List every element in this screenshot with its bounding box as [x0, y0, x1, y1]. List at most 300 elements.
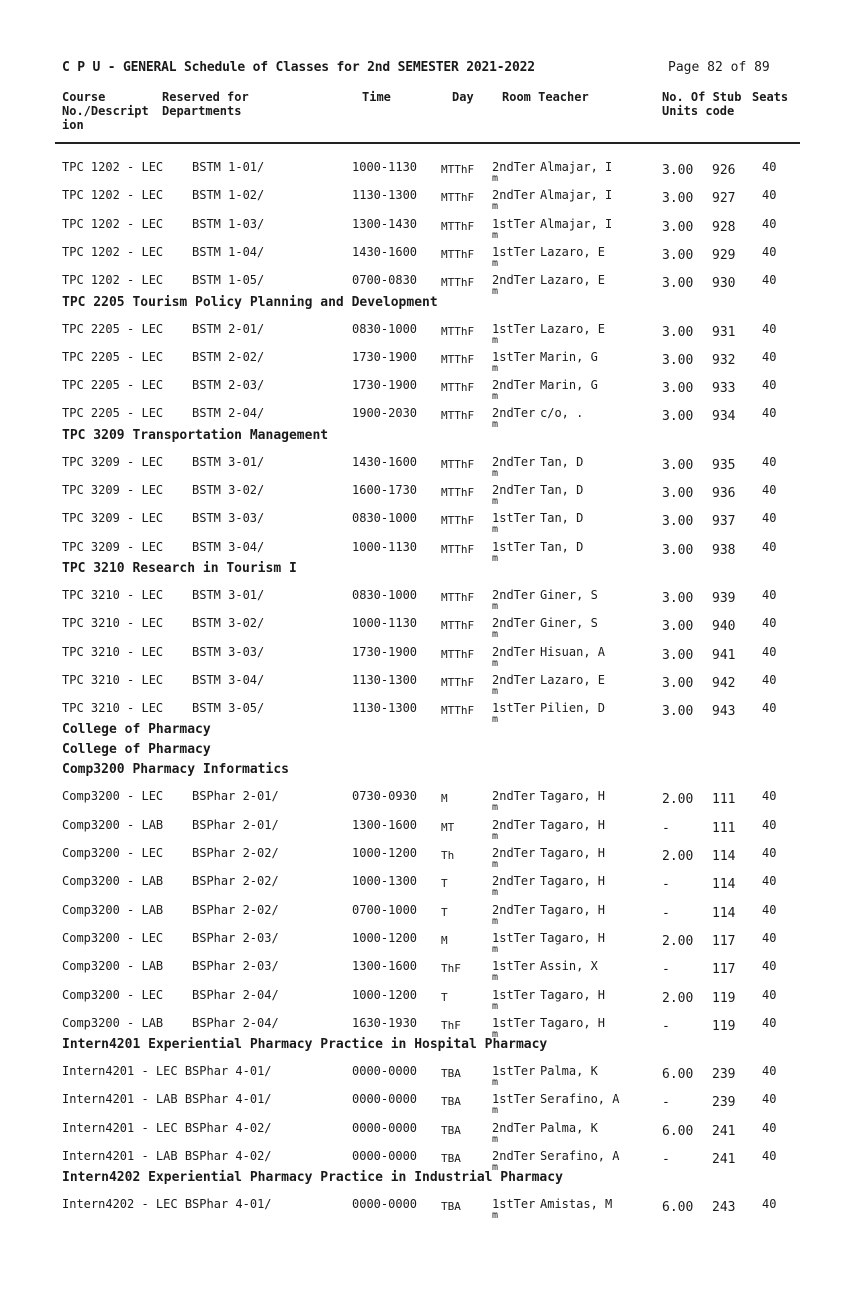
stub-code: 931: [712, 324, 736, 340]
reserved-for: BSPhar 2-02/: [192, 846, 279, 860]
seats: 40: [762, 902, 777, 917]
reserved-for: BSTM 1-03/: [192, 216, 265, 231]
seats: 40: [762, 483, 777, 497]
room: 1stTer: [492, 1064, 536, 1079]
seats: 40: [762, 188, 777, 203]
table-row: [0, 588, 850, 616]
day: TBA: [441, 1152, 461, 1165]
room: 2ndTer: [492, 378, 536, 393]
units: 3.00: [662, 247, 694, 263]
room-suffix: m: [492, 1077, 499, 1089]
seats: 40: [762, 987, 777, 1002]
time: 1130-1300: [352, 701, 418, 716]
stub-code: 117: [712, 962, 736, 978]
teacher: Tagaro, H: [540, 1015, 606, 1030]
seats: 40: [762, 644, 777, 659]
teacher: Tan, D: [540, 483, 584, 497]
teacher: Almajar, I: [540, 188, 613, 203]
teacher: Marin, G: [540, 378, 598, 393]
table-row: [0, 959, 850, 987]
seats: 40: [762, 817, 777, 832]
course-and-reserved: Intern4201 - LEC BSPhar 4-02/: [62, 1120, 272, 1135]
room: 2ndTer: [492, 817, 536, 832]
day: M: [441, 792, 448, 806]
room: 1stTer: [492, 1197, 536, 1212]
course-code: Comp3200 - LAB: [62, 874, 164, 889]
room: 1stTer: [492, 511, 536, 526]
stub-code: 941: [712, 647, 736, 663]
time: 0830-1000: [352, 511, 418, 526]
units: -: [662, 962, 670, 978]
time: 0830-1000: [352, 321, 418, 336]
reserved-for: BSPhar 2-01/: [192, 817, 279, 832]
stub-code: 927: [712, 191, 736, 207]
day: MTThF: [441, 381, 475, 395]
day: MTThF: [441, 352, 475, 366]
reserved-for: BSPhar 2-01/: [192, 789, 279, 804]
room: 2ndTer: [492, 644, 536, 659]
course-code: TPC 3210 - LEC: [62, 616, 164, 631]
course-code: TPC 1202 - LEC: [62, 188, 164, 203]
time: 1000-1200: [352, 846, 418, 860]
reserved-for: BSPhar 2-04/: [192, 987, 279, 1002]
room-suffix: m: [492, 467, 499, 479]
room-suffix: m: [492, 229, 499, 241]
day: ThF: [441, 1018, 461, 1032]
course-code: TPC 2205 - LEC: [62, 406, 164, 421]
stub-code: 933: [712, 381, 736, 397]
day: MTThF: [441, 619, 475, 633]
seats: 40: [762, 616, 777, 631]
seats: 40: [762, 244, 777, 259]
units: -: [662, 820, 670, 836]
course-code: TPC 2205 - LEC: [62, 349, 164, 364]
units: 3.00: [662, 352, 694, 368]
room-suffix: m: [492, 685, 499, 697]
stub-code: 241: [712, 1152, 736, 1167]
table-row: [0, 1197, 850, 1225]
room-suffix: m: [492, 972, 499, 984]
day: MTThF: [441, 542, 475, 556]
teacher: Tan, D: [540, 539, 584, 554]
room-suffix: m: [492, 524, 499, 536]
table-row: [0, 903, 850, 931]
room: 2ndTer: [492, 789, 536, 804]
time: 1730-1900: [352, 644, 418, 659]
course-code: Comp3200 - LEC: [62, 930, 164, 945]
reserved-for: BSTM 3-01/: [192, 587, 265, 602]
time: 1000-1200: [352, 987, 418, 1002]
table-row: [0, 931, 850, 959]
teacher: Amistas, M: [540, 1197, 613, 1212]
stub-code: 926: [712, 163, 736, 178]
room: 2ndTer: [492, 160, 536, 174]
room: 1stTer: [492, 349, 536, 364]
seats: 40: [762, 1120, 777, 1135]
teacher: Almajar, I: [540, 160, 613, 174]
time: 1900-2030: [352, 406, 418, 421]
teacher: Tagaro, H: [540, 817, 606, 832]
time: 0730-0930: [352, 789, 418, 804]
time: 0000-0000: [352, 1064, 418, 1079]
time: 1130-1300: [352, 188, 418, 203]
time: 0830-1000: [352, 587, 418, 602]
course-code: TPC 3210 - LEC: [62, 644, 164, 659]
stub-code: 939: [712, 590, 736, 606]
room: 2ndTer: [492, 902, 536, 917]
time: 1000-1130: [352, 539, 418, 554]
day: MTThF: [441, 675, 475, 689]
teacher: Assin, X: [540, 959, 598, 974]
time: 1600-1730: [352, 483, 418, 497]
reserved-for: BSTM 1-04/: [192, 244, 265, 259]
table-row: [0, 160, 850, 188]
seats: 40: [762, 930, 777, 945]
table-row: [0, 1121, 850, 1149]
reserved-for: BSPhar 2-02/: [192, 874, 279, 889]
course-code: TPC 1202 - LEC: [62, 160, 164, 174]
page-number: Page 82 of 89: [668, 60, 770, 75]
room-suffix: m: [492, 1028, 499, 1040]
teacher: Palma, K: [540, 1120, 598, 1135]
col-header-seats: Seats: [752, 90, 789, 104]
room-suffix: m: [492, 362, 499, 374]
day: MTThF: [441, 247, 475, 261]
room: 2ndTer: [492, 188, 536, 203]
room: 1stTer: [492, 539, 536, 554]
room: 2ndTer: [492, 273, 536, 288]
teacher: Tan, D: [540, 454, 584, 469]
units: 2.00: [662, 990, 694, 1006]
units: -: [662, 877, 670, 893]
day: M: [441, 933, 448, 947]
day: MTThF: [441, 514, 475, 528]
stub-code: 119: [712, 990, 736, 1006]
time: 0700-1000: [352, 902, 418, 917]
stub-code: 936: [712, 486, 736, 501]
teacher: Marin, G: [540, 349, 598, 364]
time: 0700-0830: [352, 273, 418, 288]
stub-code: 114: [712, 849, 736, 864]
room: 2ndTer: [492, 483, 536, 497]
section-heading: TPC 3209 Transportation Management: [62, 427, 329, 443]
day: MTThF: [441, 191, 475, 205]
units: 2.00: [662, 849, 694, 864]
teacher: Tagaro, H: [540, 987, 606, 1002]
section-heading: Intern4202 Experiential Pharmacy Practice in Industrial Pharmacy: [62, 1170, 563, 1186]
units: 3.00: [662, 647, 694, 663]
day: MTThF: [441, 409, 475, 423]
teacher: Lazaro, E: [540, 244, 606, 259]
course-code: TPC 1202 - LEC: [62, 244, 164, 259]
time: 1430-1600: [352, 244, 418, 259]
table-row: [0, 645, 850, 673]
reserved-for: BSTM 2-03/: [192, 378, 265, 393]
course-code: TPC 3210 - LEC: [62, 701, 164, 716]
units: -: [662, 1018, 670, 1034]
teacher: c/o, .: [540, 406, 584, 421]
day: MTThF: [441, 647, 475, 661]
teacher: Serafino, A: [540, 1149, 620, 1163]
table-row: [0, 217, 850, 245]
day: TBA: [441, 1123, 461, 1137]
room: 1stTer: [492, 959, 536, 974]
units: 6.00: [662, 1067, 694, 1083]
course-and-reserved: Intern4201 - LEC BSPhar 4-01/: [62, 1064, 272, 1079]
course-code: Comp3200 - LAB: [62, 959, 164, 974]
room-suffix: m: [492, 1210, 499, 1222]
room-suffix: m: [492, 830, 499, 842]
room: 1stTer: [492, 244, 536, 259]
time: 0000-0000: [352, 1149, 418, 1163]
section-heading: Comp3200 Pharmacy Informatics: [62, 762, 289, 778]
units: 3.00: [662, 381, 694, 397]
reserved-for: BSTM 3-02/: [192, 616, 265, 631]
seats: 40: [762, 511, 777, 526]
stub-code: 114: [712, 905, 736, 921]
teacher: Hisuan, A: [540, 644, 606, 659]
teacher: Almajar, I: [540, 216, 613, 231]
day: MTThF: [441, 704, 475, 718]
units: 3.00: [662, 619, 694, 635]
course-code: TPC 2205 - LEC: [62, 321, 164, 336]
units: 3.00: [662, 486, 694, 501]
room-suffix: m: [492, 600, 499, 612]
col-header-time: Time: [362, 90, 391, 104]
seats: 40: [762, 959, 777, 974]
reserved-for: BSPhar 2-03/: [192, 930, 279, 945]
room: 1stTer: [492, 701, 536, 716]
room-suffix: m: [492, 887, 499, 899]
seats: 40: [762, 846, 777, 860]
table-row: [0, 1064, 850, 1092]
col-header-room-teacher: Room Teacher: [502, 90, 589, 104]
time: 1430-1600: [352, 454, 418, 469]
teacher: Tagaro, H: [540, 930, 606, 945]
time: 0000-0000: [352, 1197, 418, 1212]
teacher: Tan, D: [540, 511, 584, 526]
units: 3.00: [662, 409, 694, 425]
stub-code: 934: [712, 409, 736, 425]
teacher: Serafino, A: [540, 1092, 620, 1107]
room: 1stTer: [492, 987, 536, 1002]
time: 1730-1900: [352, 349, 418, 364]
units: 6.00: [662, 1123, 694, 1139]
col-header-course: Course No./Descript ion: [62, 90, 149, 132]
room: 1stTer: [492, 321, 536, 336]
stub-code: 930: [712, 276, 736, 292]
course-code: Comp3200 - LAB: [62, 902, 164, 917]
stub-code: 119: [712, 1018, 736, 1034]
seats: 40: [762, 1092, 777, 1107]
course-code: TPC 3209 - LEC: [62, 511, 164, 526]
table-row: [0, 245, 850, 273]
day: MTThF: [441, 163, 475, 176]
teacher: Palma, K: [540, 1064, 598, 1079]
reserved-for: BSTM 3-03/: [192, 511, 265, 526]
room: 2ndTer: [492, 587, 536, 602]
teacher: Lazaro, E: [540, 321, 606, 336]
room-suffix: m: [492, 257, 499, 269]
page-title: C P U - GENERAL Schedule of Classes for 2nd SEMESTER 2021-2022: [62, 60, 535, 75]
stub-code: 239: [712, 1067, 736, 1083]
table-row: [0, 616, 850, 644]
teacher: Lazaro, E: [540, 273, 606, 288]
units: 3.00: [662, 276, 694, 292]
table-row: [0, 322, 850, 350]
course-code: Comp3200 - LEC: [62, 987, 164, 1002]
stub-code: 241: [712, 1123, 736, 1139]
room: 1stTer: [492, 1015, 536, 1030]
units: -: [662, 1095, 670, 1111]
section-heading: TPC 2205 Tourism Policy Planning and Development: [62, 294, 438, 310]
room: 1stTer: [492, 930, 536, 945]
seats: 40: [762, 321, 777, 336]
day: T: [441, 990, 448, 1004]
room-suffix: m: [492, 201, 499, 213]
seats: 40: [762, 587, 777, 602]
reserved-for: BSTM 3-05/: [192, 701, 265, 716]
seats: 40: [762, 1149, 777, 1163]
reserved-for: BSTM 1-01/: [192, 160, 265, 174]
day: MTThF: [441, 590, 475, 604]
day: T: [441, 905, 448, 919]
section-heading: Intern4201 Experiential Pharmacy Practice in Hospital Pharmacy: [62, 1037, 548, 1053]
units: 3.00: [662, 514, 694, 530]
room-suffix: m: [492, 714, 499, 726]
day: MTThF: [441, 486, 475, 499]
teacher: Tagaro, H: [540, 789, 606, 804]
units: -: [662, 1152, 670, 1167]
room-suffix: m: [492, 859, 499, 870]
day: MTThF: [441, 219, 475, 233]
reserved-for: BSTM 1-02/: [192, 188, 265, 203]
teacher: Tagaro, H: [540, 846, 606, 860]
time: 1630-1930: [352, 1015, 418, 1030]
course-and-reserved: Intern4202 - LEC BSPhar 4-01/: [62, 1197, 272, 1212]
seats: 40: [762, 1197, 777, 1212]
time: 1300-1600: [352, 959, 418, 974]
time: 1000-1300: [352, 874, 418, 889]
seats: 40: [762, 349, 777, 364]
day: MTThF: [441, 276, 475, 290]
room: 2ndTer: [492, 616, 536, 631]
stub-code: 937: [712, 514, 736, 530]
reserved-for: BSTM 2-02/: [192, 349, 265, 364]
units: 3.00: [662, 163, 694, 178]
time: 1730-1900: [352, 378, 418, 393]
seats: 40: [762, 406, 777, 421]
section-heading: College of Pharmacy: [62, 722, 211, 738]
seats: 40: [762, 454, 777, 469]
room: 2ndTer: [492, 406, 536, 421]
room: 1stTer: [492, 1092, 536, 1107]
teacher: Tagaro, H: [540, 902, 606, 917]
seats: 40: [762, 672, 777, 687]
reserved-for: BSTM 2-04/: [192, 406, 265, 421]
units: 3.00: [662, 457, 694, 473]
day: TBA: [441, 1095, 461, 1109]
units: 3.00: [662, 219, 694, 235]
teacher: Giner, S: [540, 616, 598, 631]
room: 2ndTer: [492, 672, 536, 687]
stub-code: 938: [712, 542, 736, 558]
course-code: Comp3200 - LEC: [62, 846, 164, 860]
stub-code: 940: [712, 619, 736, 635]
section-heading: TPC 3210 Research in Tourism I: [62, 560, 297, 576]
reserved-for: BSTM 3-04/: [192, 539, 265, 554]
units: 3.00: [662, 704, 694, 720]
units: 6.00: [662, 1200, 694, 1216]
units: 3.00: [662, 324, 694, 340]
course-code: TPC 3209 - LEC: [62, 483, 164, 497]
room-suffix: m: [492, 802, 499, 814]
seats: 40: [762, 160, 777, 174]
stub-code: 111: [712, 792, 736, 808]
time: 1130-1300: [352, 672, 418, 687]
room-suffix: m: [492, 915, 499, 927]
table-row: [0, 455, 850, 483]
day: TBA: [441, 1200, 461, 1214]
room-suffix: m: [492, 496, 499, 507]
stub-code: 243: [712, 1200, 736, 1216]
table-row: [0, 988, 850, 1016]
room-suffix: m: [492, 629, 499, 641]
table-row: [0, 846, 850, 874]
table-row: [0, 483, 850, 511]
time: 1300-1430: [352, 216, 418, 231]
day: T: [441, 877, 448, 891]
seats: 40: [762, 539, 777, 554]
time: 0000-0000: [352, 1092, 418, 1107]
teacher: Giner, S: [540, 587, 598, 602]
units: 2.00: [662, 792, 694, 808]
room: 2ndTer: [492, 454, 536, 469]
course-code: TPC 1202 - LEC: [62, 273, 164, 288]
table-row: [0, 511, 850, 539]
stub-code: 239: [712, 1095, 736, 1111]
course-code: Comp3200 - LAB: [62, 1015, 164, 1030]
reserved-for: BSPhar 2-04/: [192, 1015, 279, 1030]
room-suffix: m: [492, 943, 499, 955]
seats: 40: [762, 701, 777, 716]
room-suffix: m: [492, 552, 499, 564]
day: Th: [441, 849, 455, 862]
course-code: TPC 2205 - LEC: [62, 378, 164, 393]
room-suffix: m: [492, 334, 499, 346]
units: 2.00: [662, 933, 694, 949]
reserved-for: BSTM 3-02/: [192, 483, 265, 497]
day: MTThF: [441, 457, 475, 471]
course-code: TPC 1202 - LEC: [62, 216, 164, 231]
units: -: [662, 905, 670, 921]
room-suffix: m: [492, 1162, 499, 1173]
table-row: [0, 818, 850, 846]
stub-code: 114: [712, 877, 736, 893]
day: ThF: [441, 962, 461, 976]
time: 1000-1200: [352, 930, 418, 945]
room-suffix: m: [492, 1105, 499, 1117]
units: 3.00: [662, 675, 694, 691]
col-header-units-stub: No. Of Stub Units code: [662, 90, 742, 118]
table-row: [0, 874, 850, 902]
reserved-for: BSPhar 2-03/: [192, 959, 279, 974]
table-row: [0, 188, 850, 216]
seats: 40: [762, 789, 777, 804]
room-suffix: m: [492, 391, 499, 403]
teacher: Lazaro, E: [540, 672, 606, 687]
stub-code: 117: [712, 933, 736, 949]
